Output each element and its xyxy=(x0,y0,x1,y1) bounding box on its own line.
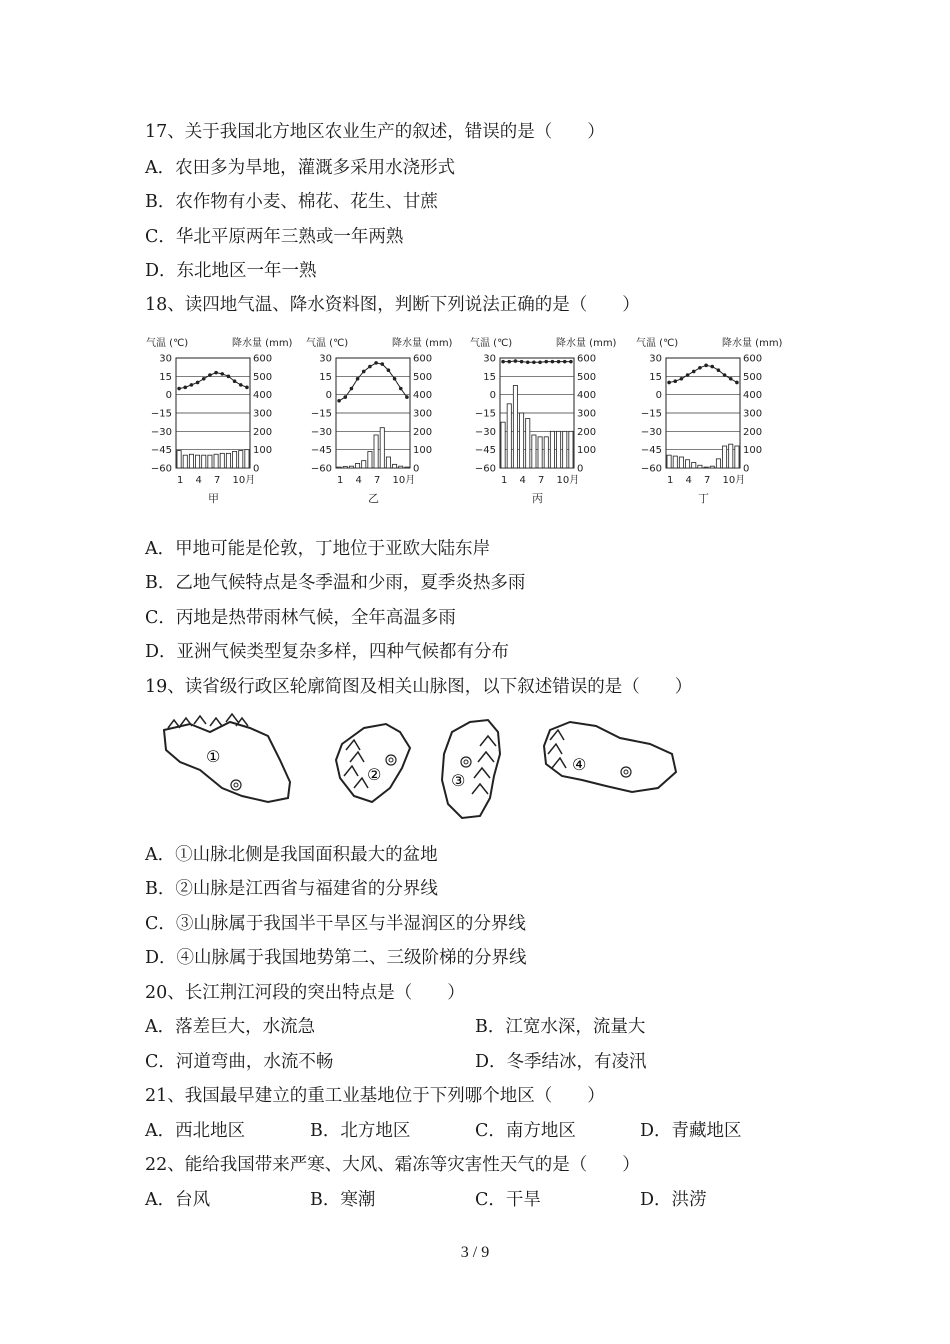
capital-4-icon xyxy=(621,767,631,777)
chart-2-temp-tick: −30 xyxy=(474,426,496,438)
q22-option-b: B．寒潮 xyxy=(310,1190,376,1210)
chart-3-temp-point xyxy=(673,379,677,383)
chart-1-temp-line xyxy=(339,363,407,401)
chart-1-precip-tick: 200 xyxy=(413,426,433,438)
chart-2-temp-point xyxy=(507,360,511,364)
q17-option-b: B．农作物有小麦、棉花、花生、甘蔗 xyxy=(145,192,438,212)
chart-0-precip-bar xyxy=(208,455,212,468)
chart-2-precip-bar xyxy=(507,404,511,468)
province-3-outline xyxy=(442,720,500,818)
chart-1-temp-tick: −15 xyxy=(310,408,332,420)
chart-1-temp-tick: 15 xyxy=(319,371,332,383)
chart-1-temp-point xyxy=(399,387,403,391)
chart-0-x-tick: 10月 xyxy=(232,475,256,486)
chart-0-precip-bar xyxy=(220,453,224,468)
chart-0-precip-bar xyxy=(245,450,249,468)
chart-2-precip-bar xyxy=(557,431,561,468)
chart-3-precip-bar xyxy=(692,463,696,469)
chart-1-temp-point xyxy=(380,362,384,366)
chart-2-temp-point xyxy=(557,360,561,364)
chart-1-precip-tick: 300 xyxy=(413,408,433,420)
chart-1-temp-tick: −45 xyxy=(310,445,332,457)
chart-2-temp-tick: −45 xyxy=(474,445,496,457)
chart-3-temp-line xyxy=(669,365,737,382)
chart-3-x-tick: 4 xyxy=(685,475,692,486)
chart-0-precip-tick: 400 xyxy=(253,390,273,402)
province-1-outline xyxy=(164,722,290,802)
chart-0-precip-tick: 200 xyxy=(253,426,273,438)
province-4-outline xyxy=(544,722,676,792)
chart-0-temp-point xyxy=(245,386,249,390)
chart-2-precip-bar xyxy=(550,431,554,468)
chart-2-x-tick: 7 xyxy=(538,475,545,486)
capital-2-icon xyxy=(386,755,396,765)
chart-0-precip-tick: 500 xyxy=(253,371,273,383)
chart-3-precip-tick: 100 xyxy=(743,445,763,457)
mountain-2-icon xyxy=(344,740,368,788)
chart-2-precip-tick: 0 xyxy=(577,463,584,475)
capital-1-icon xyxy=(231,780,241,790)
chart-2-temp-tick: 30 xyxy=(483,353,496,365)
chart-0-precip-label: 降水量 (mm) xyxy=(232,338,293,349)
province-1-label: ① xyxy=(206,747,221,766)
chart-1-precip-bar xyxy=(393,464,397,468)
chart-0-precip-bar xyxy=(196,455,200,468)
chart-1-precip-bar xyxy=(380,428,384,468)
chart-2-precip-bar xyxy=(569,431,573,468)
chart-2-x-tick: 4 xyxy=(519,475,526,486)
chart-2-temp-point xyxy=(526,360,530,364)
chart-2-precip-tick: 500 xyxy=(577,371,597,383)
chart-1-x-tick: 4 xyxy=(355,475,362,486)
q21-option-d: D．青藏地区 xyxy=(640,1121,742,1141)
q20-stem: 20、长江荆江河段的突出特点是（ ） xyxy=(145,983,465,1003)
chart-2-temp-point xyxy=(551,360,555,364)
chart-3-precip-bar xyxy=(686,460,690,468)
chart-1-precip-bar xyxy=(374,435,378,468)
chart-3-temp-point xyxy=(667,381,671,385)
chart-0-temp-point xyxy=(190,383,194,387)
chart-3-temp-point xyxy=(729,377,733,381)
chart-2-precip-bar xyxy=(501,422,505,468)
q22-option-c: C．干旱 xyxy=(475,1190,541,1210)
chart-1-temp-point xyxy=(387,368,391,372)
chart-2-temp-point xyxy=(563,360,567,364)
chart-0-temp-point xyxy=(177,387,181,391)
province-2 xyxy=(336,724,410,802)
q21-option-b: B．北方地区 xyxy=(310,1121,411,1141)
chart-2-precip-bar xyxy=(520,413,524,468)
chart-0-temp-label: 气温 (℃) xyxy=(146,338,189,349)
province-3 xyxy=(442,720,500,818)
chart-3-precip-bar xyxy=(710,466,714,468)
province-outlines-figure xyxy=(150,710,690,830)
chart-1-temp-point xyxy=(362,370,366,374)
q20-option-b: B．江宽水深，流量大 xyxy=(475,1017,646,1037)
chart-2-precip-tick: 300 xyxy=(577,408,597,420)
chart-3-precip-label: 降水量 (mm) xyxy=(722,338,783,349)
q20-option-c: C．河道弯曲，水流不畅 xyxy=(145,1052,334,1072)
chart-2-temp-line xyxy=(503,361,571,362)
chart-2-temp-point xyxy=(544,360,548,364)
chart-1-precip-bar xyxy=(337,467,341,468)
province-1 xyxy=(164,714,290,802)
chart-2-temp-point xyxy=(538,360,542,364)
chart-1-temp-point xyxy=(356,377,360,381)
q19-stem: 19、读省级行政区轮廓简图及相关山脉图，以下叙述错误的是（ ） xyxy=(145,677,693,697)
q22-option-d: D．洪涝 xyxy=(640,1190,707,1210)
chart-2-temp-tick: −60 xyxy=(474,463,496,475)
chart-3-precip-tick: 200 xyxy=(743,426,763,438)
chart-2-temp-tick: 0 xyxy=(489,390,496,402)
page-number: 3 / 9 xyxy=(460,1244,490,1261)
q19-option-d: D．④山脉属于我国地势第二、三级阶梯的分界线 xyxy=(145,948,527,968)
chart-0-title: 甲 xyxy=(208,492,219,505)
chart-1-precip-label: 降水量 (mm) xyxy=(392,338,453,349)
chart-2-precip-bar xyxy=(526,419,530,469)
chart-1-precip-bar xyxy=(399,466,403,468)
chart-0-temp-tick: 0 xyxy=(165,390,172,402)
chart-0-temp-point xyxy=(208,373,212,377)
q20-option-d: D．冬季结冰，有凌汛 xyxy=(475,1052,647,1072)
chart-1-precip-bar xyxy=(349,466,353,468)
chart-1-precip-bar xyxy=(356,463,360,468)
chart-2-x-tick: 10月 xyxy=(556,475,580,486)
chart-0-precip-tick: 0 xyxy=(253,463,260,475)
q18-stem: 18、读四地气温、降水资料图，判断下列说法正确的是（ ） xyxy=(145,295,640,315)
q19-option-c: C．③山脉属于我国半干旱区与半湿润区的分界线 xyxy=(145,914,526,934)
province-4 xyxy=(544,722,676,792)
chart-0-temp-tick: −45 xyxy=(150,445,172,457)
chart-3-temp-point xyxy=(698,366,702,370)
chart-2-precip-tick: 400 xyxy=(577,390,597,402)
chart-1-precip-bar xyxy=(362,461,366,468)
q19-option-b: B．②山脉是江西省与福建省的分界线 xyxy=(145,879,438,899)
chart-0-temp-point xyxy=(196,381,200,385)
chart-0-temp-tick: 30 xyxy=(159,353,172,365)
chart-2-precip-label: 降水量 (mm) xyxy=(556,338,617,349)
q22-stem: 22、能给我国带来严寒、大风、霜冻等灾害性天气的是（ ） xyxy=(145,1155,640,1175)
province-outlines xyxy=(150,710,690,830)
chart-2-precip-bar xyxy=(513,386,517,469)
chart-2-precip-bar xyxy=(532,435,536,468)
chart-0-precip-tick: 100 xyxy=(253,445,273,457)
province-2-label: ② xyxy=(367,765,382,784)
q17-option-c: C．华北平原两年三熟或一年两熟 xyxy=(145,227,404,247)
chart-1-precip-tick: 600 xyxy=(413,353,433,365)
chart-1-x-tick: 7 xyxy=(374,475,381,486)
q21-option-a: A．西北地区 xyxy=(145,1121,246,1141)
province-3-label: ③ xyxy=(451,771,466,790)
chart-2-temp-label: 气温 (℃) xyxy=(470,338,513,349)
chart-3-temp-label: 气温 (℃) xyxy=(636,338,679,349)
chart-1-temp-point xyxy=(350,387,354,391)
chart-3-precip-bar xyxy=(667,455,671,468)
province-4-label: ④ xyxy=(572,755,587,774)
chart-0-precip-bar xyxy=(233,452,237,469)
chart-3-precip-bar xyxy=(716,459,720,468)
chart-1-x-tick: 10月 xyxy=(392,475,416,486)
chart-0-precip-bar xyxy=(226,453,230,468)
chart-3-title: 丁 xyxy=(698,492,709,505)
q21-option-c: C．南方地区 xyxy=(475,1121,576,1141)
chart-0-temp-point xyxy=(214,371,218,375)
chart-3-temp-point xyxy=(710,365,714,369)
chart-3-precip-tick: 600 xyxy=(743,353,763,365)
climate-charts-figure xyxy=(140,330,800,520)
chart-1-x-tick: 1 xyxy=(337,475,344,486)
q19-option-a: A．①山脉北侧是我国面积最大的盆地 xyxy=(145,845,438,865)
chart-0-precip-tick: 300 xyxy=(253,408,273,420)
chart-3-precip-tick: 300 xyxy=(743,408,763,420)
chart-1-precip-bar xyxy=(343,467,347,468)
q20-option-a: A．落差巨大，水流急 xyxy=(145,1017,316,1037)
chart-2-temp-point xyxy=(520,360,524,364)
chart-3-temp-point xyxy=(723,373,727,377)
chart-3-precip-tick: 0 xyxy=(743,463,750,475)
chart-2-temp-point xyxy=(501,360,505,364)
chart-2-temp-tick: 15 xyxy=(483,371,496,383)
chart-0-x-tick: 7 xyxy=(214,475,221,486)
chart-2-precip-bar xyxy=(544,437,548,468)
chart-1-temp-tick: 30 xyxy=(319,353,332,365)
chart-0-temp-point xyxy=(239,383,243,387)
chart-3-precip-tick: 500 xyxy=(743,371,763,383)
chart-3-temp-point xyxy=(692,370,696,374)
chart-1-temp-tick: −30 xyxy=(310,426,332,438)
q17-option-d: D．东北地区一年一熟 xyxy=(145,261,317,281)
chart-0-temp-tick: −15 xyxy=(150,408,172,420)
chart-3-precip-bar xyxy=(735,446,739,468)
chart-2-x-tick: 1 xyxy=(501,475,508,486)
chart-3-temp-tick: −15 xyxy=(640,408,662,420)
chart-0-precip-bar xyxy=(202,455,206,468)
chart-0-temp-tick: −30 xyxy=(150,426,172,438)
chart-1-precip-tick: 400 xyxy=(413,390,433,402)
chart-0-temp-point xyxy=(183,386,187,390)
chart-0-temp-line xyxy=(179,373,247,389)
chart-0-temp-tick: 15 xyxy=(159,371,172,383)
chart-2-precip-tick: 600 xyxy=(577,353,597,365)
chart-3-temp-point xyxy=(735,381,739,385)
chart-3-temp-tick: −60 xyxy=(640,463,662,475)
chart-1-title: 乙 xyxy=(368,492,379,505)
chart-2-temp-point xyxy=(569,360,573,364)
chart-0-temp-point xyxy=(220,372,224,376)
chart-1-temp-point xyxy=(393,377,397,381)
q18-option-c: C．丙地是热带雨林气候，全年高温多雨 xyxy=(145,608,456,628)
chart-1-temp-label: 气温 (℃) xyxy=(306,338,349,349)
q17-stem: 17、关于我国北方地区农业生产的叙述，错误的是（ ） xyxy=(145,122,605,142)
climate-charts xyxy=(140,330,800,520)
q18-option-d: D．亚洲气候类型复杂多样，四种气候都有分布 xyxy=(145,642,510,662)
chart-3-precip-bar xyxy=(704,467,708,468)
chart-3-x-tick: 7 xyxy=(704,475,711,486)
chart-0-temp-point xyxy=(233,379,237,383)
province-2-outline xyxy=(336,724,410,802)
chart-0-temp-point xyxy=(202,377,206,381)
chart-2-title: 丙 xyxy=(532,492,543,505)
chart-3-temp-point xyxy=(686,373,690,377)
chart-2-temp-point xyxy=(532,360,536,364)
chart-3-precip-tick: 400 xyxy=(743,390,763,402)
chart-3-precip-bar xyxy=(673,456,677,468)
q17-option-a: A．农田多为旱地，灌溉多采用水浇形式 xyxy=(145,158,456,178)
q18-option-b: B．乙地气候特点是冬季温和少雨，夏季炎热多雨 xyxy=(145,573,526,593)
chart-0-x-tick: 1 xyxy=(177,475,184,486)
q22-option-a: A．台风 xyxy=(145,1190,211,1210)
chart-0-precip-tick: 600 xyxy=(253,353,273,365)
chart-0-x-tick: 4 xyxy=(195,475,202,486)
chart-3-precip-bar xyxy=(679,457,683,468)
chart-1-precip-bar xyxy=(405,467,409,468)
chart-0-precip-bar xyxy=(189,454,193,468)
chart-1-precip-tick: 0 xyxy=(413,463,420,475)
mountain-4-icon xyxy=(548,730,566,768)
chart-0-precip-bar xyxy=(183,455,187,468)
chart-2-precip-tick: 100 xyxy=(577,445,597,457)
chart-3-precip-bar xyxy=(698,465,702,468)
chart-1-precip-tick: 500 xyxy=(413,371,433,383)
chart-3-temp-point xyxy=(704,364,708,368)
chart-1-precip-bar xyxy=(386,457,390,468)
chart-3-temp-point xyxy=(680,377,684,381)
chart-3-temp-tick: 15 xyxy=(649,371,662,383)
chart-3-precip-bar xyxy=(729,444,733,468)
chart-1-temp-point xyxy=(368,365,372,369)
chart-0-precip-bar xyxy=(177,451,181,468)
chart-1-temp-point xyxy=(337,399,341,403)
chart-3-x-tick: 10月 xyxy=(722,475,746,486)
chart-3-temp-tick: 0 xyxy=(655,390,662,402)
chart-2-temp-tick: −15 xyxy=(474,408,496,420)
chart-1-temp-tick: 0 xyxy=(325,390,332,402)
chart-0-temp-tick: −60 xyxy=(150,463,172,475)
chart-3-temp-tick: −45 xyxy=(640,445,662,457)
chart-0-precip-bar xyxy=(239,451,243,468)
chart-1-temp-point xyxy=(343,395,347,399)
chart-3-temp-point xyxy=(717,368,721,372)
q18-option-a: A．甲地可能是伦敦，丁地位于亚欧大陆东岸 xyxy=(145,539,491,559)
chart-3-x-tick: 1 xyxy=(667,475,674,486)
chart-1-temp-point xyxy=(374,361,378,365)
chart-2-precip-bar xyxy=(538,437,542,468)
chart-0-temp-point xyxy=(227,375,231,379)
chart-2-precip-tick: 200 xyxy=(577,426,597,438)
chart-2-temp-point xyxy=(514,359,518,363)
chart-1-temp-point xyxy=(405,395,409,399)
q21-stem: 21、我国最早建立的重工业基地位于下列哪个地区（ ） xyxy=(145,1086,605,1106)
chart-1-temp-tick: −60 xyxy=(310,463,332,475)
chart-1-precip-bar xyxy=(368,452,372,469)
mountain-1-icon xyxy=(168,714,248,728)
capital-3-icon xyxy=(461,757,471,767)
chart-0-precip-bar xyxy=(214,454,218,468)
chart-3-precip-bar xyxy=(723,446,727,468)
chart-3-temp-tick: 30 xyxy=(649,353,662,365)
chart-2-precip-bar xyxy=(563,431,567,468)
chart-1-precip-tick: 100 xyxy=(413,445,433,457)
chart-3-temp-tick: −30 xyxy=(640,426,662,438)
